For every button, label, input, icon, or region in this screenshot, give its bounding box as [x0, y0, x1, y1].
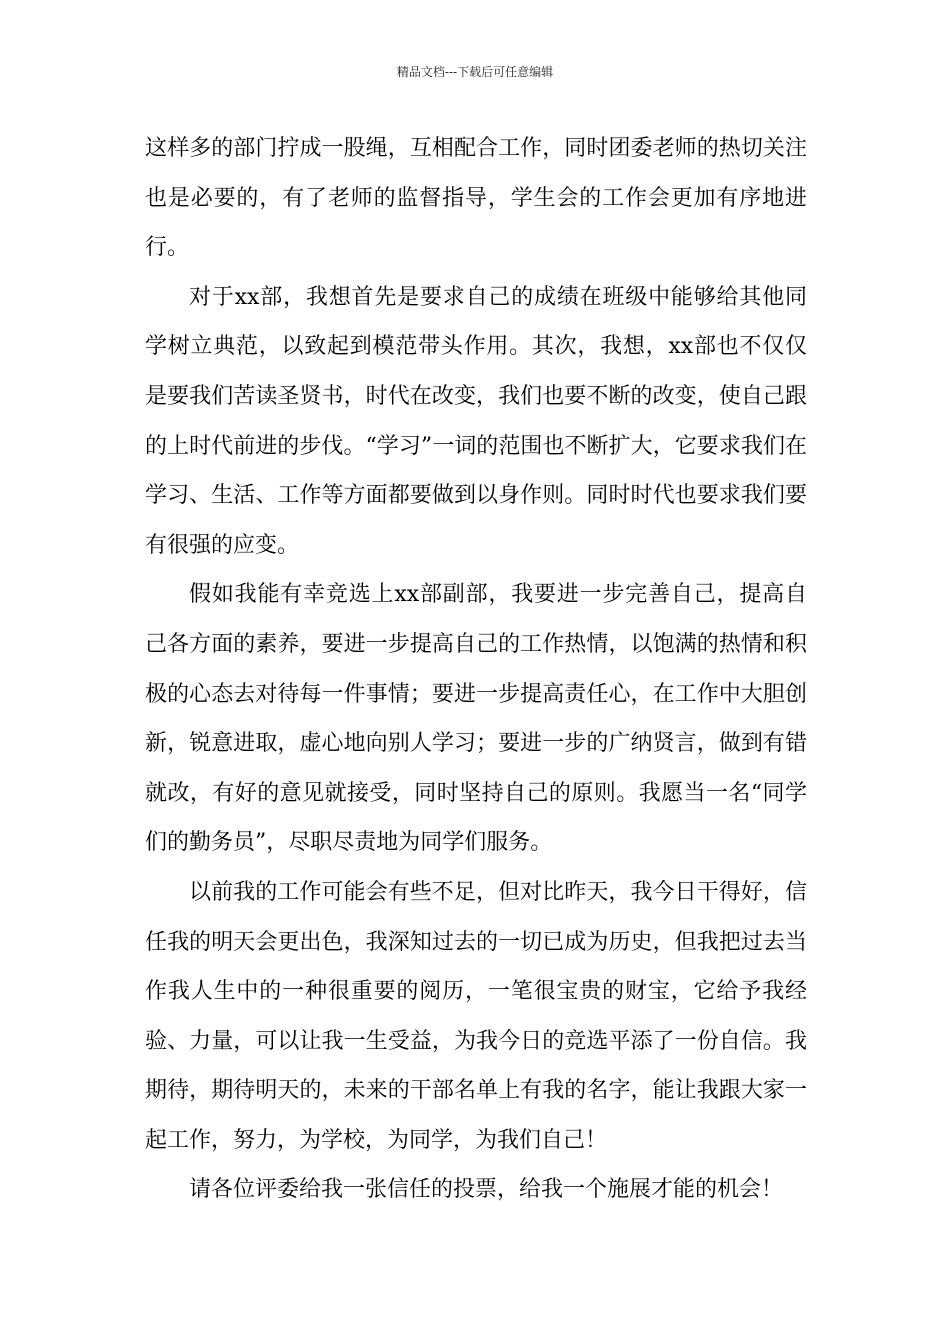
- paragraph-4: 以前我的工作可能会有些不足，但对比昨天，我今日干得好，信任我的明天会更出色，我深知过去的一切已成为历史，但我把过去当作我人生中的一种很重要的阅历，一笔很宝贵的财宝，它给予我经验、力量，可以让我一生受益，为我今日的竞选平添了一份自信。我期待，期待明天的，未来的干部名单上有我的名字，能让我跟大家一起工作，努力，为学校，为同学，为我们自己！: [145, 879, 807, 1153]
- paragraph-3: 假如我能有幸竞选上xx部副部，我要进一步完善自己，提高自己各方面的素养，要进一步提高自己的工作热情，以饱满的热情和积极的心态去对待每一件事情；要进一步提高责任心，在工作中大胆创新，锐意进取，虚心地向别人学习；要进一步的广纳贤言，做到有错就改，有好的意见就接受，同时坚持自己的原则。我愿当一名“同学们的勤务员”，尽职尽责地为同学们服务。: [145, 582, 807, 856]
- paragraph-1: 这样多的部门拧成一股绳，互相配合工作，同时团委老师的热切关注也是必要的，有了老师的监督指导，学生会的工作会更加有序地进行。: [145, 136, 807, 261]
- document-body: [145, 124, 807, 1215]
- paragraph-2: 对于xx部，我想首先是要求自己的成绩在班级中能够给其他同学树立典范，以致起到模范带头作用。其次，我想，xx部也不仅仅是要我们苦读圣贤书，时代在改变，我们也要不断的改变，使自己跟的上时代前进的步伐。“学习”一词的范围也不断扩大，它要求我们在学习、生活、工作等方面都要做到以身作则。同时时代也要求我们要有很强的应变。: [145, 284, 807, 558]
- paragraph-5: 请各位评委给我一张信任的投票，给我一个施展才能的机会！: [189, 1177, 784, 1203]
- page-header: 精品文档---下载后可任意编辑: [396, 65, 554, 79]
